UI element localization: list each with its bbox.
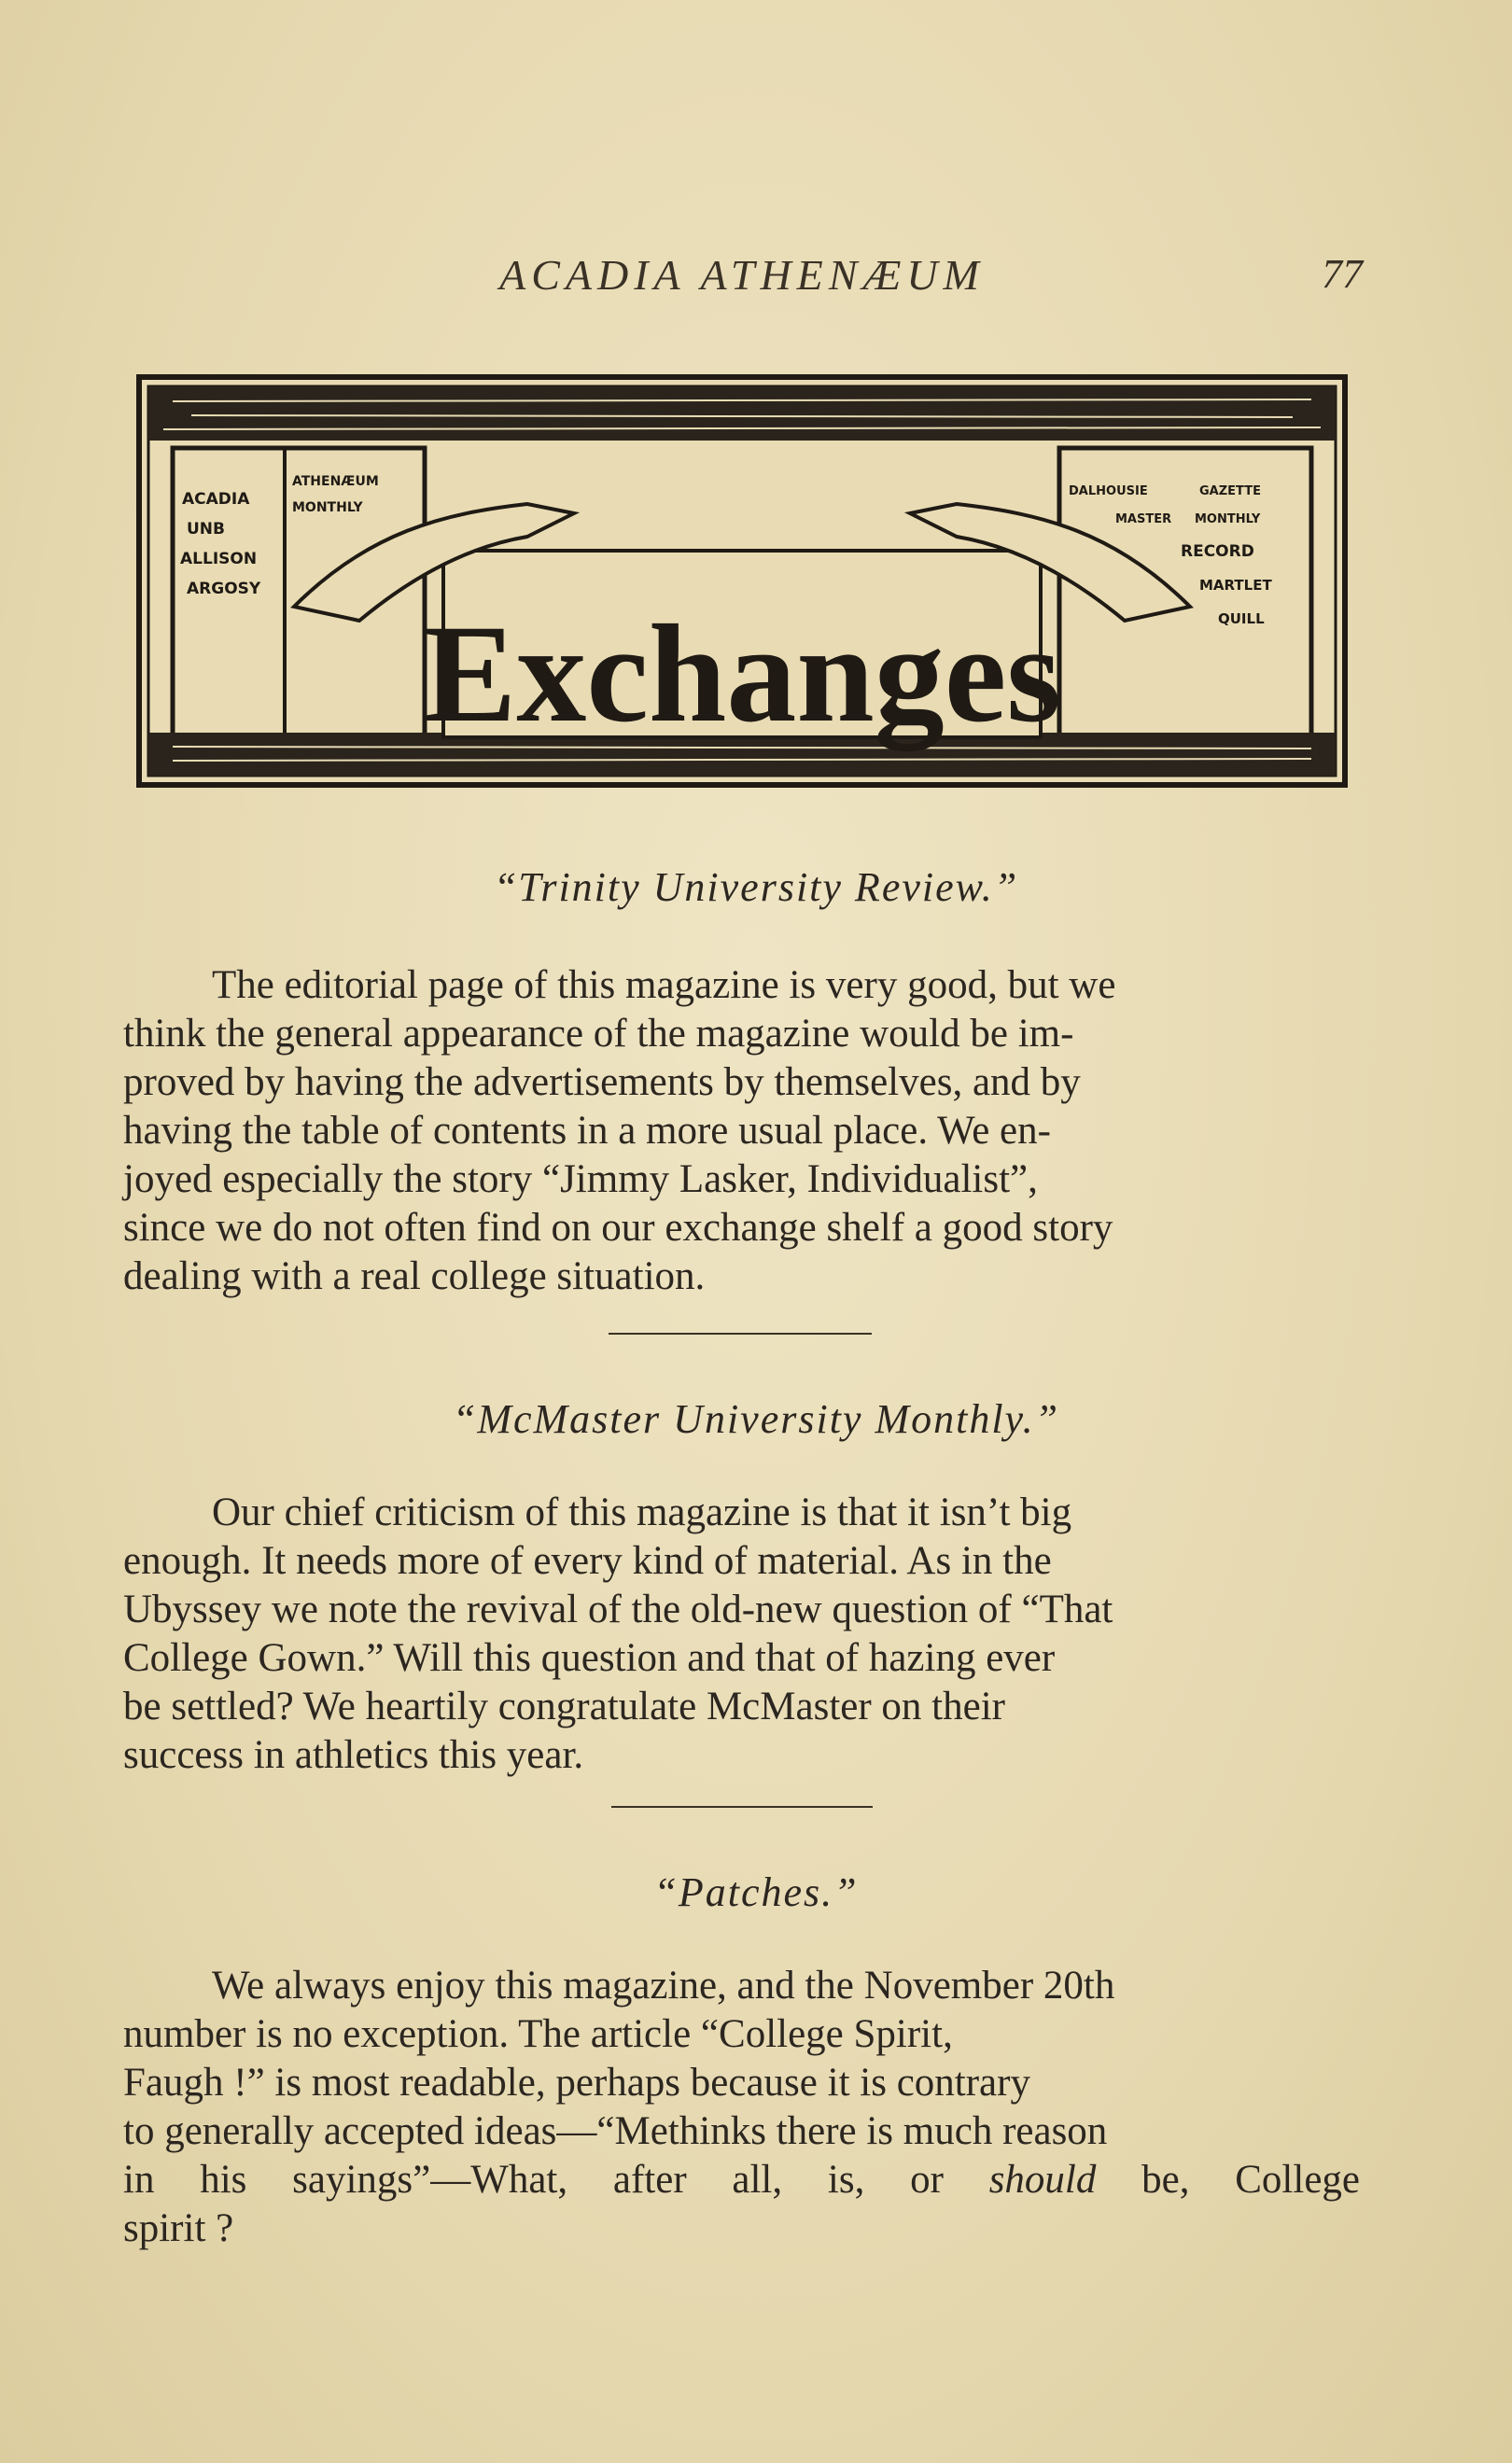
body-line (123, 2156, 1360, 2204)
left-book-label-5: ATHENÆUM (292, 474, 379, 489)
section-heading-patches: “Patches.” (653, 1869, 859, 1915)
section-divider (611, 1806, 873, 1808)
body-line: dealing with a real college situation. (123, 1254, 706, 1298)
section-heading-mcmaster: “McMaster University Monthly.” (452, 1396, 1060, 1442)
left-book-label-1: ACADIA (182, 490, 250, 509)
emphasis-should: should (988, 2158, 1097, 2202)
exchanges-banner (135, 373, 1349, 789)
body-line: spirit ? (123, 2206, 234, 2250)
body-line: enough. It needs more of every kind of material. As in the (123, 1539, 1052, 1583)
banner-title: Exchanges (423, 596, 1061, 751)
section-divider (609, 1333, 872, 1335)
right-book-label-6: MARTLET (1199, 577, 1272, 594)
section-body-trinity (123, 961, 1360, 1301)
body-line: to generally accepted ideas—“Methinks there is much reason (123, 2109, 1108, 2153)
body-text-run: be, College (1141, 2158, 1360, 2202)
banner-illustration (135, 373, 1349, 789)
body-line: having the table of contents in a more usual place. We en- (123, 1109, 1051, 1153)
body-line: since we do not often find on our exchange shelf a good story (123, 1206, 1113, 1250)
body-line: proved by having the advertisements by themselves, and by (123, 1060, 1081, 1104)
right-book-label-5: RECORD (1181, 542, 1254, 561)
left-book-label-6: MONTHLY (292, 500, 363, 515)
section-heading-trinity: “Trinity University Review.” (493, 864, 1019, 910)
body-line: Faugh !” is most readable, perhaps because it is contrary (123, 2061, 1030, 2105)
right-book-label-4: MONTHLY (1195, 512, 1261, 526)
left-book-label-3: ALLISON (180, 550, 258, 568)
right-book-label-1: DALHOUSIE (1069, 484, 1148, 498)
body-line: success in athletics this year. (123, 1733, 584, 1777)
section-body-patches (123, 1962, 1360, 2253)
right-book-label-7: QUILL (1218, 610, 1265, 627)
section-body-mcmaster (123, 1489, 1360, 1780)
page-number: 77 (1322, 251, 1363, 297)
right-book-label-3: MASTER (1115, 512, 1172, 526)
body-line: joyed especially the story “Jimmy Lasker, Individualist”, (123, 1157, 1038, 1201)
left-book-label-2: UNB (187, 520, 225, 539)
left-book-label-4: ARGOSY (187, 580, 261, 598)
body-line: Ubyssey we note the revival of the old-new question of “That (123, 1588, 1113, 1631)
running-head (121, 250, 1363, 306)
body-line: College Gown.” Will this question and that of hazing ever (123, 1636, 1056, 1680)
body-line: think the general appearance of the magazine would be im- (123, 1012, 1074, 1056)
body-line: We always enjoy this magazine, and the November 20th (212, 1964, 1115, 2008)
body-line: The editorial page of this magazine is very good, but we (212, 963, 1116, 1007)
body-line: Our chief criticism of this magazine is that it isn’t big (212, 1490, 1072, 1534)
body-text-run: in his sayings”—What, after all, is, or (123, 2158, 944, 2202)
body-line: be settled? We heartily congratulate McMaster on their (123, 1685, 1005, 1728)
journal-title: ACADIA ATHENÆUM (499, 251, 985, 299)
body-line: number is no exception. The article “College Spirit, (123, 2012, 953, 2056)
right-book-label-2: GAZETTE (1199, 484, 1261, 498)
